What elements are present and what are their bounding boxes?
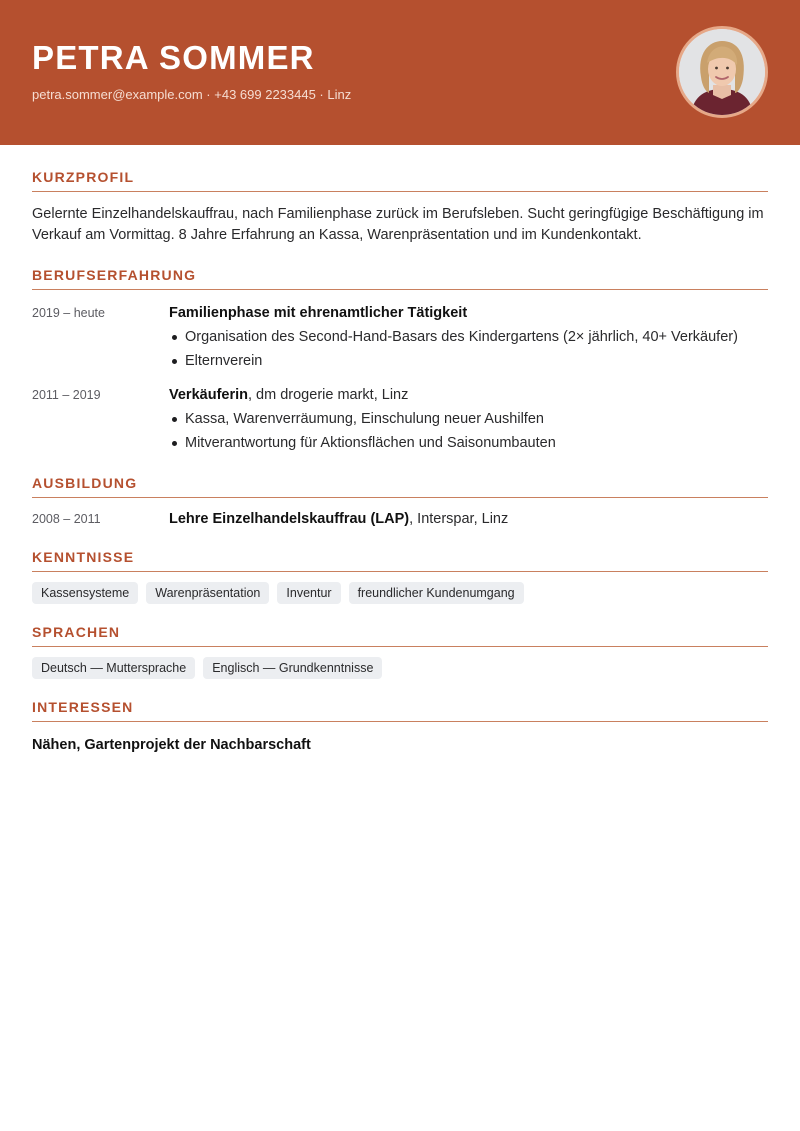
job-title: Verkäuferin (169, 387, 248, 403)
job-title-line (169, 303, 768, 323)
skill-chip: Inventur (277, 582, 340, 604)
job-entry (32, 385, 768, 453)
skill-chip: freundlicher Kundenumgang (349, 582, 524, 604)
job-title-line (169, 385, 768, 405)
profile-text: Gelernte Einzelhandelskauffrau, nach Familienphase zurück im Berufsleben. Sucht geringfügige Beschäftigung im Verkauf am Vormittag. 8 Jahre Erfahrung an Kassa, Warenpräsentation und im Kundenkontakt. (32, 206, 764, 243)
section-title: KENNTNISSE (32, 548, 768, 572)
interests-text: Nähen, Gartenprojekt der Nachbarschaft (32, 737, 311, 753)
section-interests (32, 698, 768, 755)
section-profile (32, 168, 768, 246)
applicant-name: PETRA SOMMER (32, 39, 315, 76)
section-title: AUSBILDUNG (32, 474, 768, 498)
section-title: SPRACHEN (32, 623, 768, 647)
education-date: 2008 – 2011 (32, 512, 101, 526)
section-title: INTERESSEN (32, 698, 768, 722)
section-education (32, 474, 768, 529)
cv-header (0, 0, 800, 145)
education-title: Lehre Einzelhandelskauffrau (LAP) (169, 511, 410, 527)
section-languages (32, 623, 768, 679)
section-title: BERUFSERFAHRUNG (32, 266, 768, 290)
profile-photo (676, 26, 768, 118)
job-bullet: Mitverantwortung für Aktionsflächen und Saisonumbauten (169, 433, 768, 453)
education-entry (32, 509, 768, 529)
job-entry (32, 303, 768, 371)
portrait-image (679, 29, 765, 115)
section-experience (32, 266, 768, 453)
job-bullet: Organisation des Second-Hand-Basars des Kindergartens (2× jährlich, 40+ Verkäufer) (169, 327, 768, 347)
job-org: , dm drogerie markt, Linz (248, 387, 409, 403)
language-chip: Deutsch — Muttersprache (32, 657, 195, 679)
job-bullets (169, 327, 768, 371)
contact-line: petra.sommer@example.com · +43 699 2233445 · Linz (32, 87, 352, 102)
languages-list (32, 657, 768, 679)
education-org: , Interspar, Linz (409, 511, 509, 527)
job-bullet: Kassa, Warenverräumung, Einschulung neuer Aushilfen (169, 409, 768, 429)
job-date: 2019 – heute (32, 306, 105, 320)
section-skills (32, 548, 768, 604)
job-title: Familienphase mit ehrenamtlicher Tätigkeit (169, 305, 468, 321)
job-bullets (169, 409, 768, 453)
language-chip: Englisch — Grundkenntnisse (203, 657, 382, 679)
section-title: KURZPROFIL (32, 168, 768, 192)
education-title-line (169, 509, 768, 529)
job-date: 2011 – 2019 (32, 388, 101, 402)
skill-chip: Kassensysteme (32, 582, 138, 604)
cv-content (32, 145, 768, 755)
skills-list (32, 582, 768, 604)
job-bullet: Elternverein (169, 351, 768, 371)
skill-chip: Warenpräsentation (146, 582, 269, 604)
